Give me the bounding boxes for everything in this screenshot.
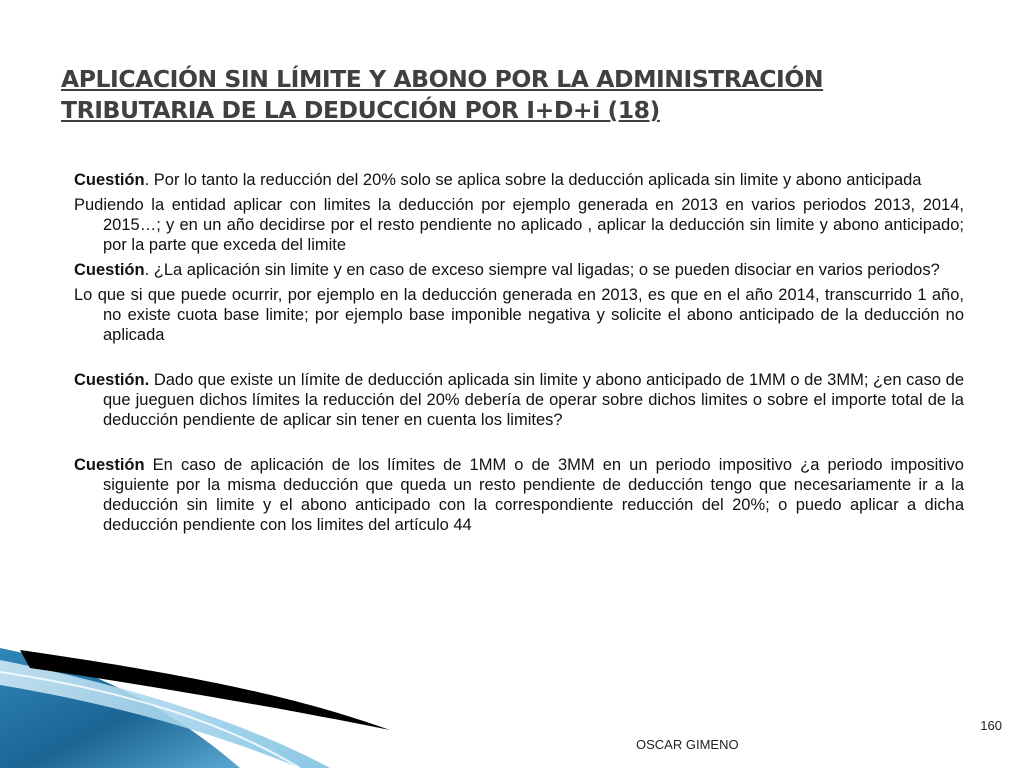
- slide-number: 160: [980, 718, 1002, 733]
- paragraph-question-2: [74, 260, 964, 280]
- paragraph-text: . ¿La aplicación sin limite y en caso de exceso siempre val ligadas; o se pueden disociar en varios periodos?: [144, 261, 940, 279]
- footer-author: OSCAR GIMENO: [636, 737, 739, 752]
- paragraph-text: Dado que existe un límite de deducción aplicada sin limite y abono anticipado de 1MM o de 3MM; ¿en caso de que jueguen dichos límites la reducción del 20% debería de operar sobre dichos limites o sobre el importe total de la deducción pendiente de aplicar sin tener en cuenta los limites?: [103, 371, 964, 429]
- paragraph-answer-2: [74, 285, 964, 345]
- question-label: Cuestión: [74, 171, 145, 189]
- paragraph-text: Lo que si que puede ocurrir, por ejemplo en la deducción generada en 2013, es que en el año 2014, transcurrido 1 año, no existe cuota base limite; por ejemplo base imponible negativa y solicite el abono anticipado de la deducción no aplicada: [74, 286, 964, 344]
- paragraph-text: Pudiendo la entidad aplicar con limites la deducción por ejemplo generada en 2013 en varios periodos 2013, 2014, 2015…; y en un año decidirse por el resto pendiente no aplicado , aplicar la deducción sin limite y abono anticipado; por la parte que exceda del limite: [74, 196, 964, 254]
- question-label: Cuestión: [74, 261, 145, 279]
- paragraph-question-1: [74, 170, 964, 190]
- paragraph-text: En caso de aplicación de los límites de 1MM o de 3MM en un periodo impositivo ¿a periodo impositivo siguiente por la misma deducción que queda un resto pendiente de deducción tengo que necesariamente ir a la deducción sin limite y el abono anticipado con la correspondiente reducción del 20%; o puedo aplicar a dicha deducción pendiente con los limites del artículo 44: [103, 456, 964, 534]
- paragraph-text: . Por lo tanto la reducción del 20% solo se aplica sobre la deducción aplicada sin limite y abono anticipada: [144, 171, 922, 189]
- paragraph-answer-1: [74, 195, 964, 255]
- paragraph-question-3: [74, 370, 964, 430]
- slide-title: APLICACIÓN SIN LÍMITE Y ABONO POR LA ADMINISTRACIÓN TRIBUTARIA DE LA DEDUCCIÓN POR I+D+i (18): [61, 65, 824, 124]
- question-label: Cuestión.: [74, 371, 150, 389]
- slide-body: [74, 170, 964, 535]
- question-label: Cuestión: [74, 456, 145, 474]
- paragraph-question-4: [74, 455, 964, 535]
